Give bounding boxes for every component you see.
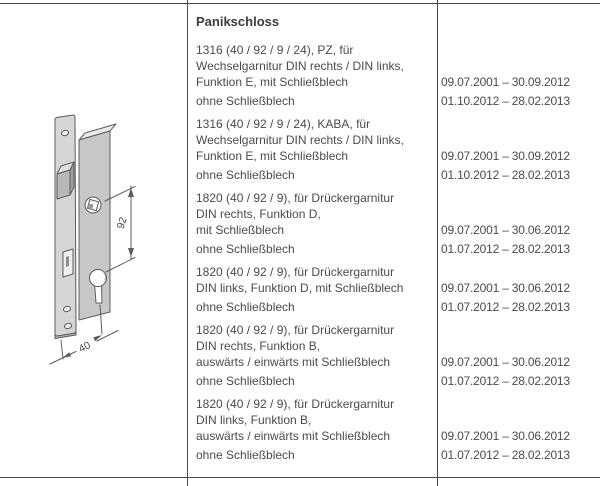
product-description-line: 1820 (40 / 92 / 9), für Drückergarnitur: [196, 323, 395, 337]
product-description-line: 1820 (40 / 92 / 9), für Drückergarnitur: [196, 191, 395, 205]
product-block: [196, 116, 600, 183]
dim-92-label: 92: [114, 215, 130, 231]
validity-date-range: 01.07.2012 – 28.02.2013: [441, 374, 570, 388]
validity-date-range: 09.07.2001 – 30.06.2012: [441, 281, 570, 295]
validity-date-range: 01.07.2012 – 28.02.2013: [441, 448, 570, 462]
validity-date-range: 01.07.2012 – 28.02.2013: [441, 242, 570, 256]
product-description-line: Wechselgarnitur DIN rechts / DIN links,: [196, 59, 404, 73]
product-block: [196, 396, 600, 463]
product-block: [196, 264, 600, 315]
table-bottom-border: [0, 477, 600, 478]
product-description-line: DIN links, Funktion D, mit Schließblech: [196, 281, 404, 295]
ohne-schliessblech-line: ohne Schließblech: [196, 374, 295, 388]
validity-date-range: 01.10.2012 – 28.02.2013: [441, 94, 570, 108]
section-title: Panikschloss: [196, 14, 280, 29]
deadbolt-edge: [66, 256, 69, 267]
product-description-line: Funktion E, mit Schließblech: [196, 75, 349, 89]
product-description-line: 1316 (40 / 92 / 9 / 24), KABA, für: [196, 117, 371, 131]
panic-lock-drawing: [35, 100, 175, 390]
product-description-line: mit Schließblech: [196, 223, 285, 237]
follower-hole: [85, 197, 101, 213]
validity-date-range: 09.07.2001 – 30.09.2012: [441, 149, 570, 163]
product-description-line: Funktion E, mit Schließblech: [196, 149, 349, 163]
product-description-line: 1820 (40 / 92 / 9), für Drückergarnitur: [196, 265, 395, 279]
product-block: [196, 322, 600, 389]
product-description-line: Wechselgarnitur DIN rechts / DIN links,: [196, 133, 404, 147]
validity-date-range: 09.07.2001 – 30.06.2012: [441, 355, 570, 369]
validity-date-range: 01.10.2012 – 28.02.2013: [441, 168, 570, 182]
product-description-line: auswärts / einwärts mit Schließblech: [196, 429, 391, 443]
ohne-schliessblech-line: ohne Schließblech: [196, 168, 295, 182]
product-description-line: DIN links, Funktion B,: [196, 413, 312, 427]
validity-date-range: 09.07.2001 – 30.06.2012: [441, 429, 570, 443]
validity-date-range: 09.07.2001 – 30.06.2012: [441, 223, 570, 237]
ohne-schliessblech-line: ohne Schließblech: [196, 300, 295, 314]
dim-40-label: 40: [76, 339, 93, 356]
product-description-line: auswärts / einwärts mit Schließblech: [196, 355, 391, 369]
latch-bolt-front: [57, 170, 70, 199]
ohne-schliessblech-line: ohne Schließblech: [196, 242, 295, 256]
description-column: [187, 3, 600, 470]
product-description-line: DIN rechts, Funktion D,: [196, 207, 321, 221]
product-description-line: DIN rechts, Funktion B,: [196, 339, 321, 353]
product-description-line: 1316 (40 / 92 / 9 / 24), PZ, für: [196, 43, 354, 57]
lock-case-front-face: [79, 131, 110, 320]
lock-faceplate: [55, 115, 76, 336]
validity-date-range: 01.07.2012 – 28.02.2013: [441, 300, 570, 314]
validity-date-range: 09.07.2001 – 30.09.2012: [441, 75, 570, 89]
ohne-schliessblech-line: ohne Schließblech: [196, 448, 295, 462]
ohne-schliessblech-line: ohne Schließblech: [196, 94, 295, 108]
product-block: [196, 42, 600, 109]
product-description-line: 1820 (40 / 92 / 9), für Drückergarnitur: [196, 397, 395, 411]
product-block: [196, 190, 600, 257]
